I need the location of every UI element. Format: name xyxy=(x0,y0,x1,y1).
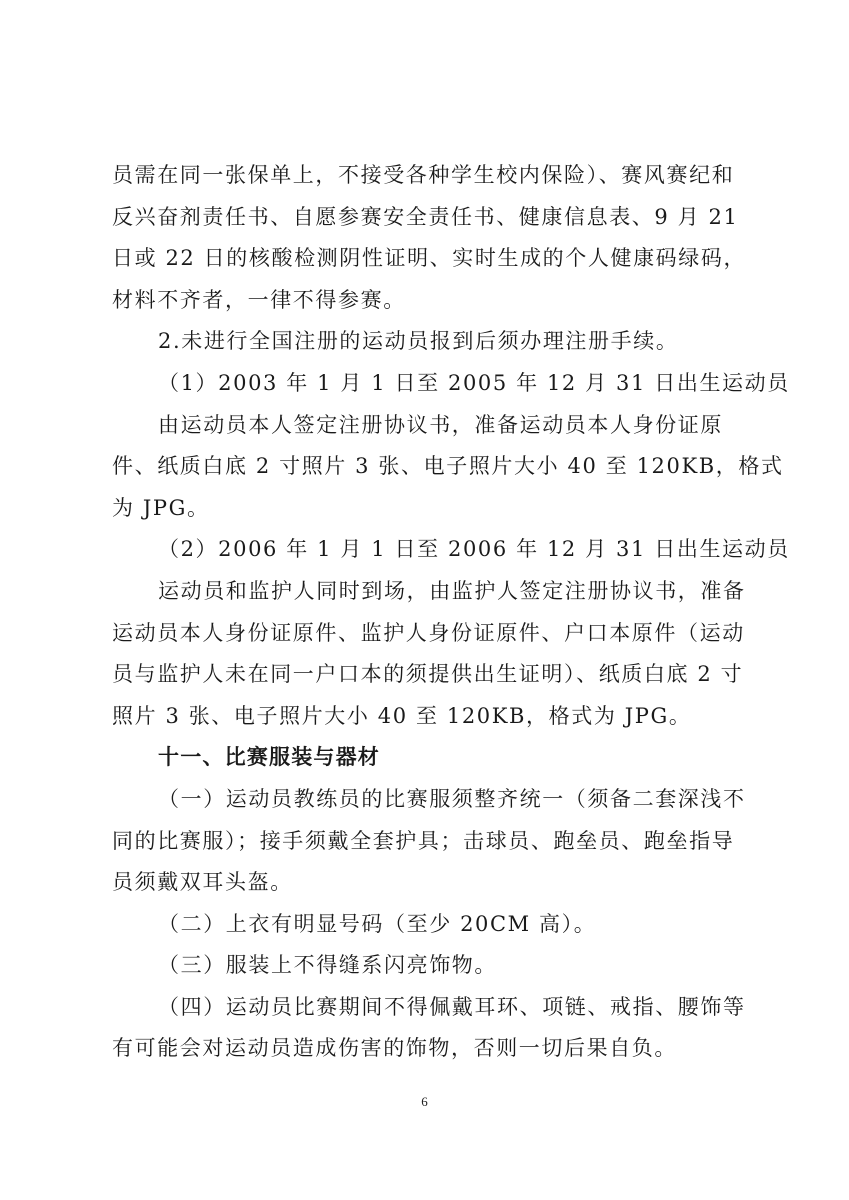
text-line: 运动员和监护人同时到场，由监护人签定注册协议书，准备 xyxy=(158,578,746,603)
text-line: 由运动员本人签定注册协议书，准备运动员本人身份证原 xyxy=(158,412,723,437)
text-line: 日或 22 日的核酸检测阴性证明、实时生成的个人健康码绿码， xyxy=(112,246,747,271)
text-line: 同的比赛服）；接手须戴全套护具；击球员、跑垒员、跑垒指导 xyxy=(112,828,735,853)
text-line: 材料不齐者，一律不得参赛。 xyxy=(112,287,406,312)
text-line: （2）2006 年 1 月 1 日至 2006 年 12 月 31 日出生运动员 xyxy=(158,537,790,562)
text-line: 反兴奋剂责任书、自愿参赛安全责任书、健康信息表、9 月 21 xyxy=(112,204,739,229)
text-line: 运动员本人身份证原件、监护人身份证原件、户口本原件（运动 xyxy=(112,620,745,645)
text-line: 为 JPG。 xyxy=(112,495,210,520)
text-line: （一）运动员教练员的比赛服须整齐统一（须备二套深浅不 xyxy=(158,786,746,811)
text-line: （1）2003 年 1 月 1 日至 2005 年 12 月 31 日出生运动员 xyxy=(158,370,790,395)
page-number: 6 xyxy=(421,1094,428,1109)
section-heading: 十一、比赛服装与器材 xyxy=(158,745,380,770)
text-line: （二）上衣有明显号码（至少 20CM 高）。 xyxy=(158,911,597,936)
text-line: 员须戴双耳头盔。 xyxy=(112,870,293,895)
text-line: （三）服装上不得缝系闪亮饰物。 xyxy=(158,953,497,978)
text-line: （四）运动员比赛期间不得佩戴耳环、项链、戒指、腰饰等 xyxy=(158,994,746,1019)
text-line: 件、纸质白底 2 寸照片 3 张、电子照片大小 40 至 120KB，格式 xyxy=(112,454,784,479)
text-line: 照片 3 张、电子照片大小 40 至 120KB，格式为 JPG。 xyxy=(112,703,692,728)
text-line: 员需在同一张保单上，不接受各种学生校内保险）、赛风赛纪和 xyxy=(112,163,735,187)
text-line: 员与监护人未在同一户口本的须提供出生证明）、纸质白底 2 寸 xyxy=(112,662,744,687)
page-body xyxy=(112,160,790,1075)
text-line: 2.未进行全国注册的运动员报到后须办理注册手续。 xyxy=(158,329,679,354)
text-line: 有可能会对运动员造成伤害的饰物，否则一切后果自负。 xyxy=(112,1036,677,1061)
